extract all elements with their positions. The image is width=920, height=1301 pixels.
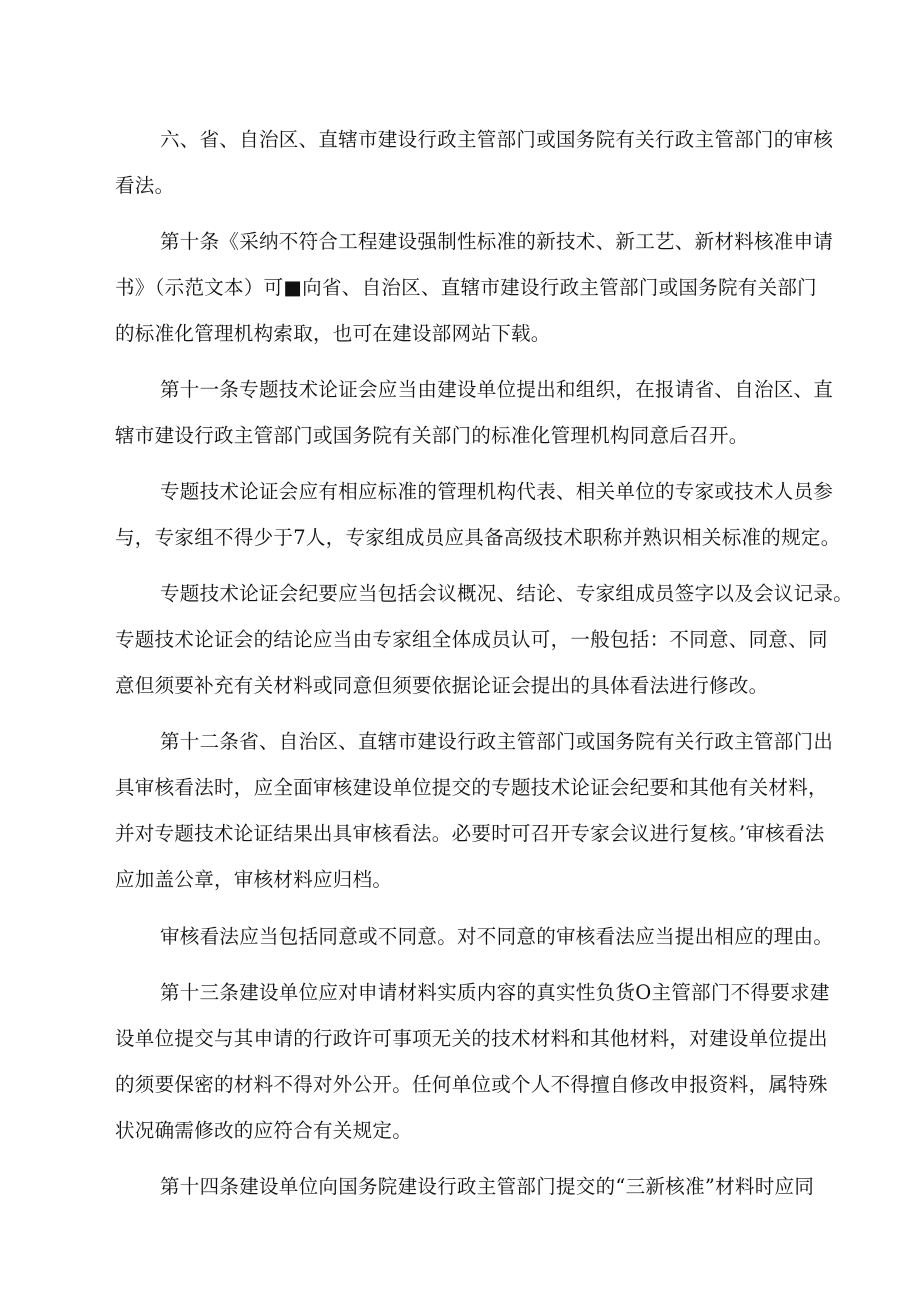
text-line: 第十三条建设单位应对申请材料实质内容的真实性负货O主管部门不得要求建 [160, 981, 830, 1004]
text-line: 书》（示范文本）可■向省、自治区、直辖市建设行政主管部门或国务院有关部门 [115, 276, 817, 299]
text-line: 专题技术论证会纪要应当包括会议概况、结论、专家组成员签字以及会议记录。 [160, 582, 854, 605]
text-line: 意但须要补充有关材料或同意但须要依据论证会提出的具体看法进行修改。 [115, 674, 769, 697]
text-line: 第十二条省、自治区、直辖市建设行政主管部门或国务院有关行政主管部门出 [160, 730, 834, 753]
text-line: 设单位提交与其申请的行政许可事项无关的技术材料和其他材料，对建设单位提出 [115, 1027, 828, 1050]
text-line: 审核看法应当包括同意或不同意。对不同意的审核看法应当提出相应的理由。 [160, 925, 834, 948]
text-line: 专题技术论证会的结论应当由专家组全体成员认可，一般包括：不同意、同意、同 [115, 628, 828, 651]
text-line: 六、省、自治区、直辖市建设行政主管部门或国务院有关行政主管部门的审核 [160, 128, 834, 151]
text-line: 辖市建设行政主管部门或国务院有关部门的标准化管理机构同意后召开。 [115, 424, 749, 447]
text-line: 的须要保密的材料不得对外公开。任何单位或个人不得擅自修改申报资料，属特殊 [115, 1073, 828, 1096]
text-line: 第十四条建设单位向国务院建设行政主管部门提交的“三新核准”材料时应同 [160, 1175, 815, 1198]
text-line: 看法。 [115, 174, 175, 197]
text-line: 的标准化管理机构索取，也可在建设部网站下载。 [115, 322, 551, 345]
text-line: 专题技术论证会应有相应标准的管理机构代表、相关单位的专家或技术人员参 [160, 480, 834, 503]
text-line: 并对专题技术论证结果出具审核看法。必要时可召开专家会议进行复核。’审核看法 [115, 822, 825, 845]
text-line: 状况确需修改的应符合有关规定。 [115, 1119, 413, 1142]
text-line: 第十一条专题技术论证会应当由建设单位提出和组织，在报请省、自治区、直 [160, 378, 834, 401]
text-line: 第十条《采纳不符合工程建设强制性标准的新技术、新工艺、新材料核准申请 [160, 230, 834, 253]
text-line: 与，专家组不得少于7人，专家组成员应具备高级技术职称并熟识相关标准的规定。 [115, 526, 841, 549]
text-line: 具审核看法时，应全面审核建设单位提交的专题技术论证会纪要和其他有关材料， [115, 776, 828, 799]
text-line: 应加盖公章，审核材料应归档。 [115, 868, 393, 891]
